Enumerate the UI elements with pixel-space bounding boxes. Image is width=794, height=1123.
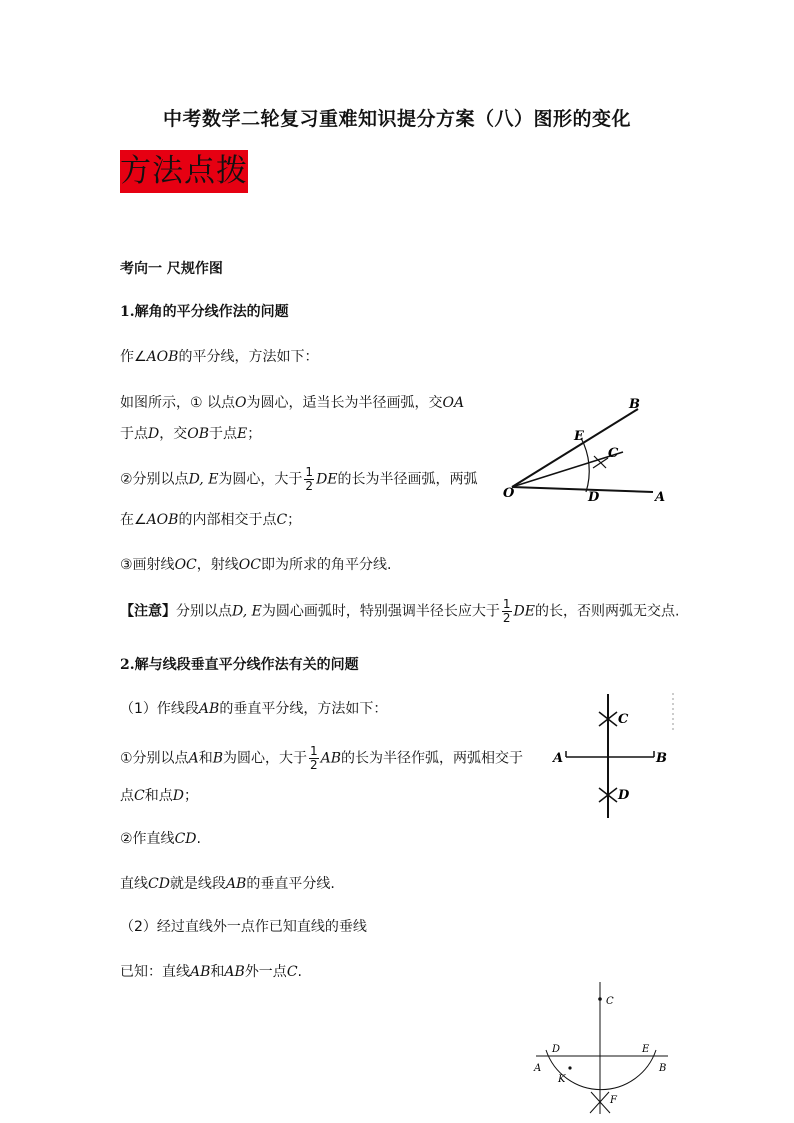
text: 于点 xyxy=(120,426,148,442)
text: . xyxy=(297,964,302,980)
math: OC xyxy=(238,557,261,573)
frac-den: 2 xyxy=(309,758,318,772)
label-c: C xyxy=(608,446,619,461)
text: ，射线 xyxy=(196,557,239,573)
math: AB xyxy=(224,964,245,980)
label-c: C xyxy=(618,712,629,727)
topic2-sub1 xyxy=(120,698,387,718)
text: 为圆心画弧时，特别强调半径长应大于 xyxy=(261,603,500,620)
math: A xyxy=(188,750,199,767)
topic1-step3 xyxy=(120,554,391,574)
topic1-intro xyxy=(120,346,318,366)
note-label: 【注意】 xyxy=(120,603,176,620)
topic2-step1-line2 xyxy=(120,785,198,805)
label-a: A xyxy=(655,490,666,505)
topic1-step2-line1 xyxy=(120,466,478,493)
text: 为圆心，适当长为半径画弧，交 xyxy=(246,395,443,411)
text: . xyxy=(196,831,201,847)
text: ； xyxy=(247,426,262,442)
math: OB xyxy=(187,426,209,442)
label-k: K xyxy=(558,1074,566,1085)
topic2-conclusion xyxy=(120,873,335,893)
fraction xyxy=(502,598,512,625)
figure-perpendicular-from-point xyxy=(528,978,678,1118)
label-d: D xyxy=(552,1044,561,1055)
frac-num: 1 xyxy=(305,465,314,479)
label-e: E xyxy=(574,429,584,444)
math: AB xyxy=(198,701,220,717)
frac-den: 2 xyxy=(502,611,511,625)
topic2-sub2: （2）经过直线外一点作已知直线的垂线 xyxy=(120,919,367,935)
ray-oa xyxy=(512,487,653,492)
text: 于点 xyxy=(209,426,237,442)
text: ②作直线 xyxy=(120,831,175,847)
label-b: B xyxy=(659,1063,667,1074)
topic2-step1-line1 xyxy=(120,745,523,772)
label-f: F xyxy=(610,1095,617,1106)
text: ； xyxy=(183,788,198,804)
math: C xyxy=(276,512,288,528)
math: O xyxy=(235,395,247,411)
math: E xyxy=(237,426,248,442)
math: DE xyxy=(316,471,338,488)
text: 和点 xyxy=(144,788,173,804)
math: C xyxy=(286,964,298,980)
text: 的平分线，方法如下： xyxy=(178,349,319,365)
text: 的垂直平分线，方法如下： xyxy=(219,701,388,717)
text: 已知：直线 xyxy=(120,964,190,980)
text: 的长，否则两弧无交点. xyxy=(534,603,680,620)
text: 和 xyxy=(198,750,213,767)
label-o: O xyxy=(503,486,515,501)
label-c: C xyxy=(606,996,614,1007)
math: CD xyxy=(174,831,197,847)
text: ③画射线 xyxy=(120,557,175,573)
text: 为圆心，大于 xyxy=(222,750,307,767)
math: AB xyxy=(320,750,342,767)
topic1-step2-line2 xyxy=(120,509,301,529)
point-c xyxy=(598,997,602,1001)
topic1-note xyxy=(120,598,679,625)
text: 的长为半径作弧，两弧相交于 xyxy=(341,750,524,767)
label-b: B xyxy=(629,397,640,412)
text: ②分别以点 xyxy=(120,471,189,488)
math: B xyxy=(212,750,223,767)
label-b: B xyxy=(656,751,667,766)
topic1-step1-line1 xyxy=(120,392,464,412)
math: D, E xyxy=(188,471,219,488)
text: 作∠ xyxy=(120,349,147,365)
figure-perpendicular-bisector xyxy=(550,690,680,820)
text: ； xyxy=(287,512,302,528)
math: AB xyxy=(225,876,247,892)
label-e: E xyxy=(642,1044,650,1055)
topic1-step1-line2 xyxy=(120,423,261,443)
label-a: A xyxy=(534,1063,542,1074)
math: D xyxy=(148,426,160,442)
section-heading: 考向一 尺规作图 xyxy=(120,261,223,277)
text: 点 xyxy=(120,788,134,804)
math: AOB xyxy=(146,512,179,528)
text: 就是线段 xyxy=(169,876,226,892)
math: AOB xyxy=(146,349,179,365)
label-d: D xyxy=(618,788,630,803)
fraction xyxy=(304,466,314,493)
label-d: D xyxy=(588,490,600,505)
math: CD xyxy=(148,876,170,892)
text: 即为所求的角平分线. xyxy=(260,557,392,573)
text: 和 xyxy=(210,964,225,980)
text: 的内部相交于点 xyxy=(178,512,277,528)
section-banner: 方法点拨 xyxy=(120,150,248,193)
ray-ob xyxy=(512,409,638,487)
text: （1）作线段 xyxy=(120,701,199,717)
frac-num: 1 xyxy=(502,597,511,611)
frac-num: 1 xyxy=(309,744,318,758)
math: OC xyxy=(174,557,197,573)
topic2-heading: 2.解与线段垂直平分线作法有关的问题 xyxy=(120,657,359,673)
page-title: 中考数学二轮复习重难知识提分方案（八）图形的变化 xyxy=(162,108,631,130)
text: 如图所示，① 以点 xyxy=(120,395,236,411)
fraction xyxy=(309,745,319,772)
frac-den: 2 xyxy=(305,479,314,493)
math: AB xyxy=(190,964,211,980)
text: 直线 xyxy=(120,876,148,892)
math: C xyxy=(134,788,145,804)
math: D, E xyxy=(232,603,262,620)
math: OA xyxy=(442,395,465,411)
text: ，交 xyxy=(159,426,188,442)
math: DE xyxy=(513,603,535,620)
text: 的垂直平分线. xyxy=(246,876,335,892)
topic1-heading: 1.解角的平分线作法的问题 xyxy=(120,304,289,320)
topic2-given xyxy=(120,961,302,981)
text: 分别以点 xyxy=(176,603,232,620)
text: 为圆心，大于 xyxy=(218,471,303,488)
math: D xyxy=(172,788,184,804)
text: ①分别以点 xyxy=(120,750,189,767)
point-k xyxy=(568,1066,571,1069)
ray-oc xyxy=(512,452,623,487)
text: 的长为半径画弧，两弧 xyxy=(337,471,478,488)
figure-angle-bisector xyxy=(498,388,678,518)
topic2-step2 xyxy=(120,828,201,848)
label-a: A xyxy=(553,751,564,766)
text: 外一点 xyxy=(244,964,287,980)
text: 在∠ xyxy=(120,512,147,528)
